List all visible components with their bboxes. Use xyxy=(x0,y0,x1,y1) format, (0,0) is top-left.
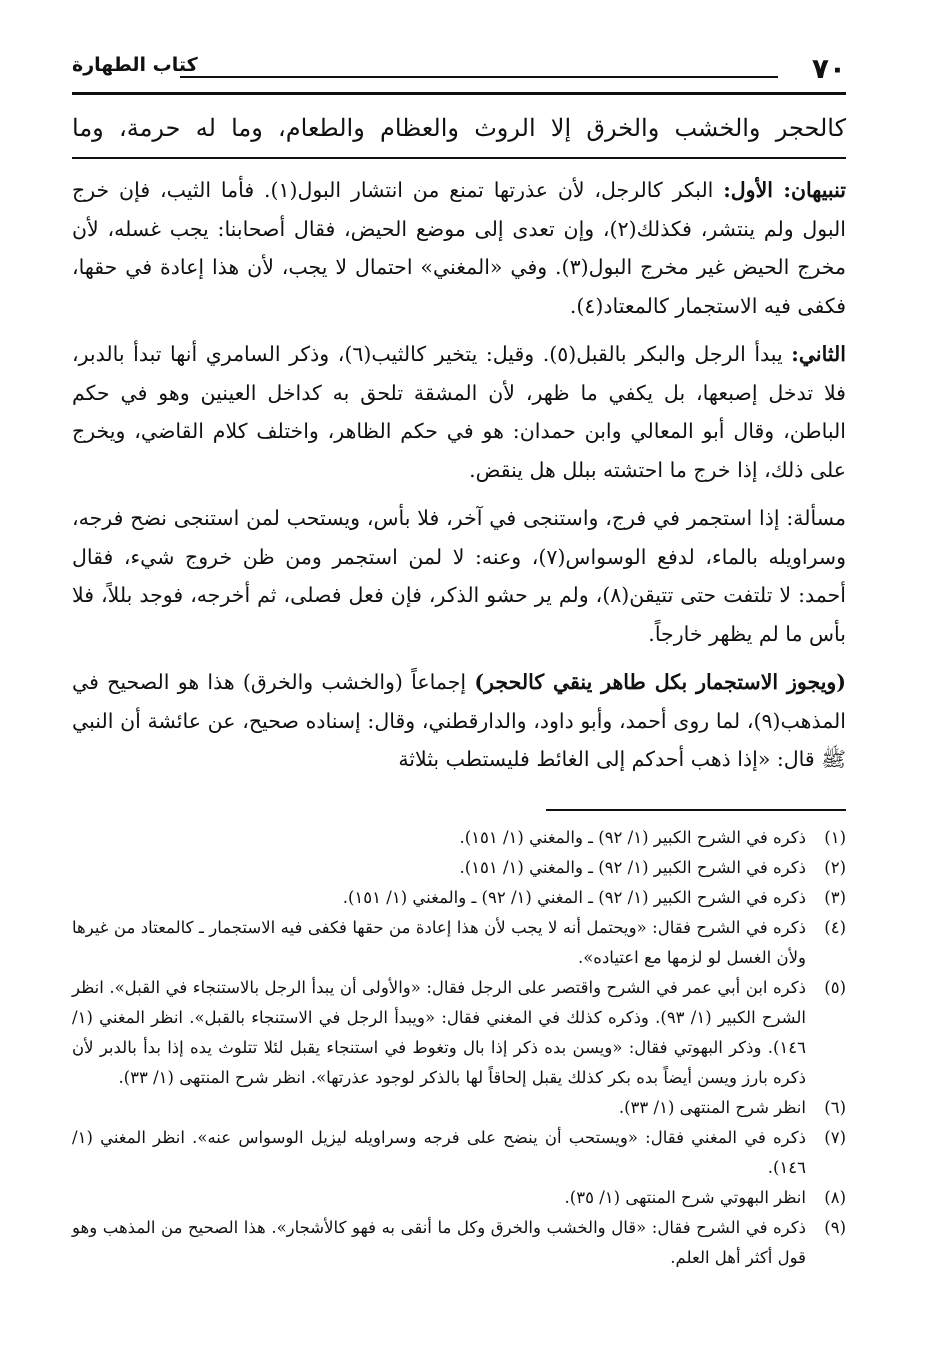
header-line xyxy=(180,76,778,78)
commentary-paragraph xyxy=(72,171,846,325)
footnote-number: (٩) xyxy=(824,1217,846,1237)
footnote xyxy=(72,1093,846,1123)
page-number: ٧٠ xyxy=(811,52,846,85)
matn-text: كالحجر والخشب والخرق إلا الروث والعظام والطعام، وما له حرمة، وما xyxy=(72,114,846,142)
footnote-number: (٣) xyxy=(824,887,846,907)
footnotes xyxy=(72,823,846,1273)
footnote xyxy=(72,1183,846,1213)
footnote xyxy=(72,1123,846,1183)
footnote xyxy=(72,853,846,883)
matn-rule xyxy=(72,157,846,159)
footnote-number: (٤) xyxy=(824,917,846,937)
commentary-paragraph xyxy=(72,663,846,779)
footnote-number: (٨) xyxy=(824,1187,846,1207)
footnote xyxy=(72,1213,846,1273)
footnote-text: ذكره ابن أبي عمر في الشرح واقتصر على الرجل فقال: «والأولى أن يبدأ الرجل بالاستنجاء في القبل». انظر الشرح الكبير (١/ ٩٣). وذكره كذلك في المغني فقال: «ويبدأ الرجل في الاستنجاء بالقبل». انظر المغني (١/ ١٤٦). وذكر البهوتي فقال: «ويسن بده ذكر إذا بال وتغوط في استنجاء يقبل لئلا تتلوث يده إذا بدأ بالدبر لأن ذكره بارز ويسن أيضاً بده بكر كذلك يقبل إلحاقاً لها بالذكر لوجود عذرتها». انظر شرح المنتهى (١/ ٣٣). xyxy=(72,977,806,1087)
footnote-text: ذكره في الشرح فقال: «ويحتمل أنه لا يجب لأن هذا إعادة من حقها فكفى فيه الاستجمار ـ كالمعتاد من غيرها ولأن الغسل لو لزمها مع اعتياده». xyxy=(72,917,806,967)
footnote-text: انظر البهوتي شرح المنتهى (١/ ٣٥). xyxy=(564,1187,806,1207)
footnote xyxy=(72,823,846,853)
footnote-text: انظر شرح المنتهى (١/ ٣٣). xyxy=(618,1097,806,1117)
paragraph-lead: تنبيهان: الأول: xyxy=(723,178,847,202)
book-title: كتاب الطهارة xyxy=(72,54,198,76)
paragraph-text: مسألة: إذا استجمر في فرج، واستنجى في آخر، فلا بأس، ويستحب لمن استنجى نضح فرجه، وسراويله بالماء، لدفع الوسواس(٧)، وعنه: لا لمن استجمر ومن ظن خروج شيء، فقال أحمد: لا تلتفت حتى تتيقن(٨)، ولم ير حشو الذكر، فإن فعل فصلى، ثم أخرجه، فوجد بللاً، فلا بأس ما لم يظهر خارجاً. xyxy=(72,506,846,646)
footnote-number: (٦) xyxy=(824,1097,846,1117)
footnote-text: ذكره في المغني فقال: «ويستحب أن ينضح على فرجه وسراويله ليزيل الوسواس عنه». انظر المغني (١/ ١٤٦). xyxy=(72,1127,806,1177)
running-header xyxy=(72,48,846,88)
commentary-paragraph xyxy=(72,499,846,653)
footnote xyxy=(72,883,846,913)
footnote-number: (٧) xyxy=(824,1127,846,1147)
footnote xyxy=(72,973,846,1093)
paragraph-text: يبدأ الرجل والبكر بالقبل(٥). وقيل: يتخير كالثيب(٦)، وذكر السامري أنها تبدأ بالدبر، فلا تدخل إصبعها، بل يكفي ما ظهر، لأن المشقة تلحق به كداخل العينين وهو في حكم الباطن، وقال أبو المعالي وابن حمدان: هو في حكم الظاهر، واختلف كلام القاضي، ويخرج على ذلك، إذا خرج ما احتشته ببلل هل ينقض. xyxy=(72,342,846,482)
commentary-paragraph xyxy=(72,335,846,489)
footnote-text: ذكره في الشرح الكبير (١/ ٩٢) ـ والمغني (١/ ١٥١). xyxy=(459,827,806,847)
paragraph-lead: (ويجوز الاستجمار بكل طاهر ينقي كالحجر) xyxy=(474,670,846,694)
footnote-text: ذكره في الشرح فقال: «قال والخشب والخرق وكل ما أنقى به فهو كالأشجار». هذا الصحيح من المذهب وهو قول أكثر أهل العلم. xyxy=(72,1217,806,1267)
footnote xyxy=(72,913,846,973)
footnote-number: (١) xyxy=(824,827,846,847)
footnote-number: (٥) xyxy=(824,977,846,997)
header-rule xyxy=(72,92,846,95)
footnote-number: (٢) xyxy=(824,857,846,877)
paragraph-text: إجماعاً (والخشب والخرق) هذا هو الصحيح في المذهب(٩)، لما روى أحمد، وأبو داود، والدارقطني، وقال: إسناده صحيح، عن عائشة أن النبي ﷺ قال: «إذا ذهب أحدكم إلى الغائط فليستطب بثلاثة xyxy=(72,670,846,771)
footnote-text: ذكره في الشرح الكبير (١/ ٩٢) ـ المغني (١/ ٩٢) ـ والمغني (١/ ١٥١). xyxy=(342,887,806,907)
paragraph-text: البكر كالرجل، لأن عذرتها تمنع من انتشار البول(١). فأما الثيب، فإن خرج البول ولم ينتشر، فكذلك(٢)، وإن تعدى إلى موضع الحيض، فقال أصحابنا: يجب غسله، لأن مخرج الحيض غير مخرج البول(٣). وفي «المغني» احتمال لا يجب، لأن هذا إعادة في حقها، فكفى فيه الاستجمار كالمعتاد(٤). xyxy=(72,178,846,318)
footnote-text: ذكره في الشرح الكبير (١/ ٩٢) ـ والمغني (١/ ١٥١). xyxy=(459,857,806,877)
paragraph-lead: الثاني: xyxy=(791,342,846,366)
footnote-separator xyxy=(546,809,846,811)
